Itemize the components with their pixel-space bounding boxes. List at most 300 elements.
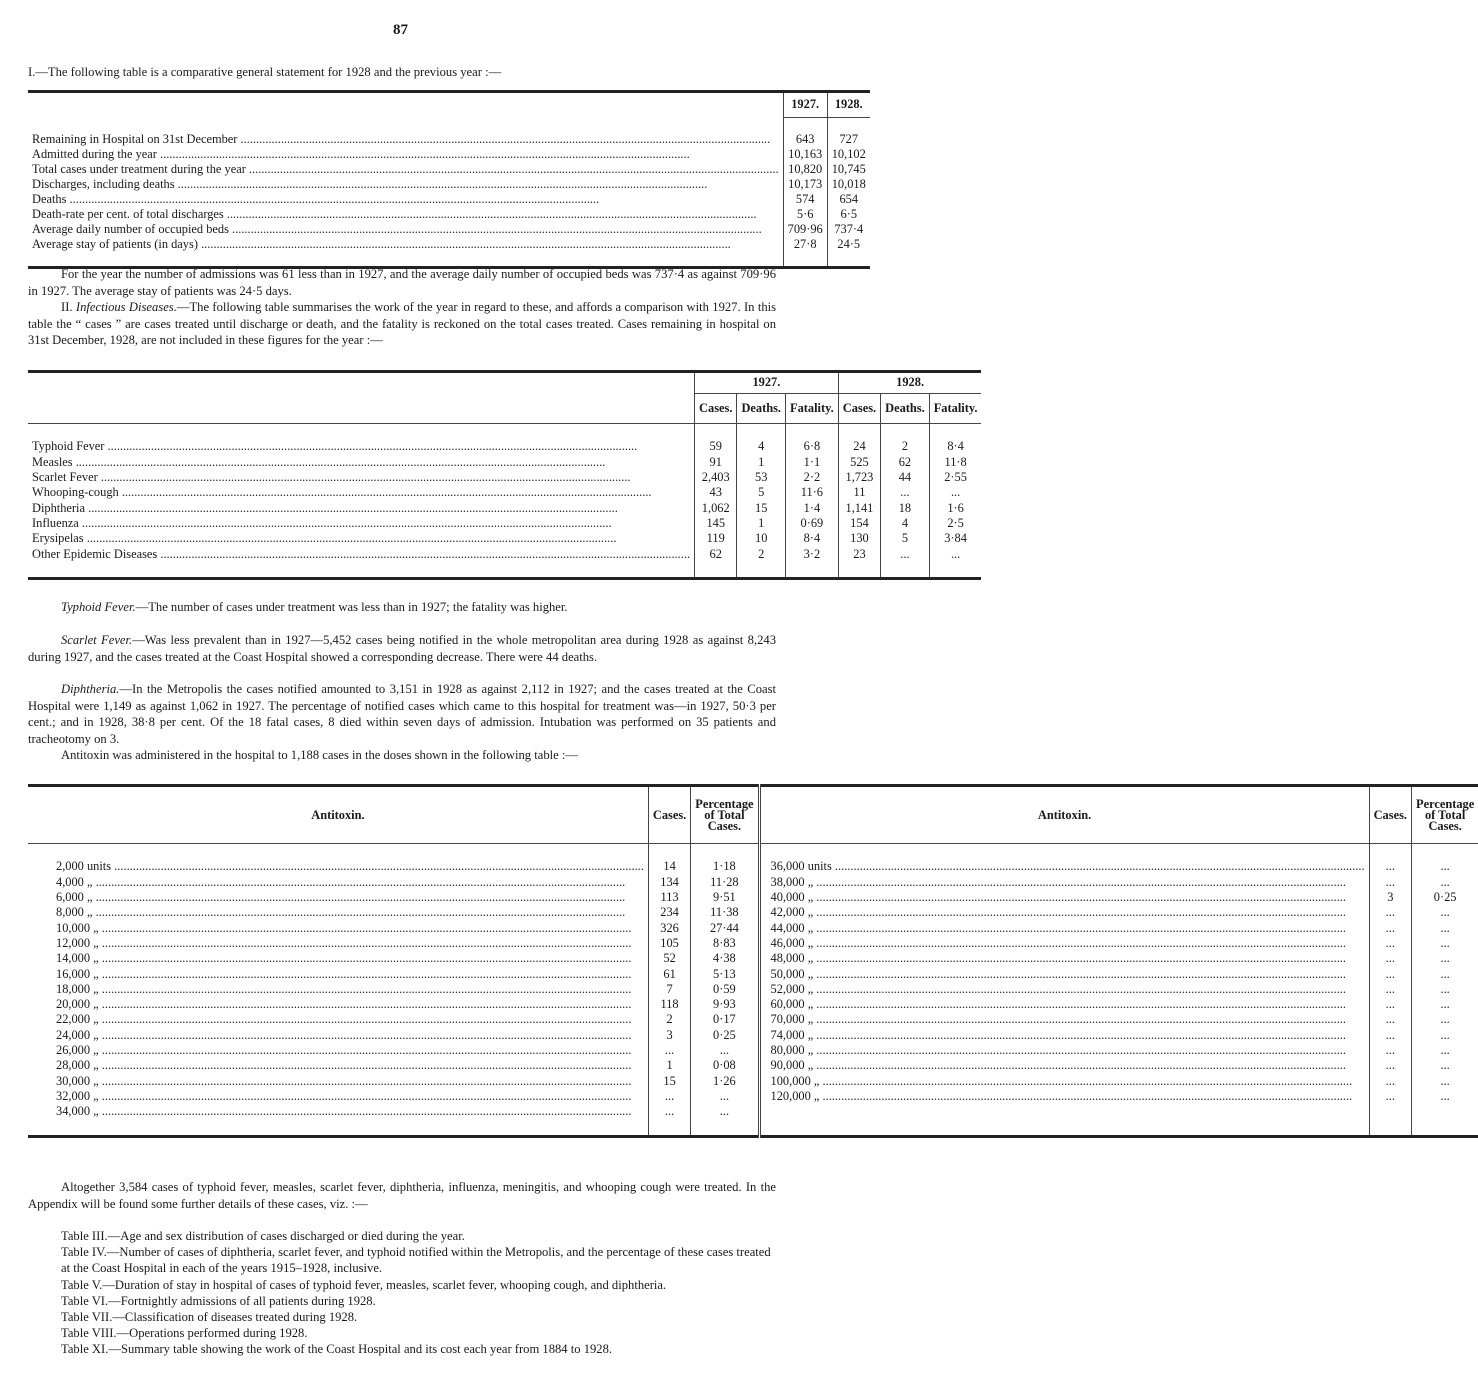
appendix-item: Table VI.—Fortnightly admissions of all patients during 1928. (61, 1293, 376, 1308)
diphtheria-paragraph (28, 681, 776, 747)
fatality-1927: 8·4 (786, 531, 839, 546)
dose-right-text: 70,000 „ ..... (771, 1012, 1346, 1026)
fatality-1928: ... (929, 546, 981, 561)
dose-left (28, 905, 648, 920)
dose-left-text: 30,000 „ ..... (56, 1074, 631, 1088)
dose-left-text: 18,000 „ ..... (56, 982, 631, 996)
pct-right: ... (1412, 936, 1478, 951)
infectious-text: —The following table summarises the work of the year in regard to these, and affords a comparison with 1927. In this table the “ cases ” are cases treated until discharge or death, and the fatality is reckoned on the total cases treated. Cases remaining in hospital on 31st December, 1928, are not included in these figures for the year :— (28, 300, 777, 347)
altogether-paragraph: Altogether 3,584 cases of typhoid fever, measles, scarlet fever, diphtheria, influenza, meningitis, and whooping cough were treated. In the Appendix will be found some further details of these cases, viz. :— (28, 1180, 776, 1211)
value-1928: 10,745 (827, 162, 870, 177)
cases-left: ... (648, 1089, 690, 1104)
row-label-text: Discharges, including deaths ..... (32, 177, 707, 191)
deaths-1927: 10 (737, 531, 786, 546)
deaths-1927: 1 (737, 516, 786, 531)
pct-left: 0·08 (691, 1058, 759, 1073)
deaths-1927: 4 (737, 439, 786, 454)
general-table-row (28, 222, 870, 237)
dose-right (759, 982, 1369, 997)
antitoxin-header-pct-right: Percentage of Total Cases. (1412, 786, 1478, 844)
deaths-1927: 1 (737, 455, 786, 470)
pct-right: ... (1412, 1089, 1478, 1104)
row-label (28, 222, 783, 237)
dose-left (28, 875, 648, 890)
dose-right-text: 90,000 „ ..... (771, 1058, 1346, 1072)
dose-left-text: 14,000 „ ..... (56, 951, 631, 965)
dose-left (28, 1104, 648, 1119)
cases-right: ... (1369, 905, 1411, 920)
pct-right: ... (1412, 1058, 1478, 1073)
antitoxin-header-cases-right: Cases. (1369, 786, 1411, 844)
dose-left (28, 1058, 648, 1073)
pct-left: 0·59 (691, 982, 759, 997)
antitoxin-table-row (28, 997, 1478, 1012)
infectious-title: Infectious Diseases. (75, 300, 177, 314)
cases-left: 7 (648, 982, 690, 997)
dose-left-text: 24,000 „ ..... (56, 1028, 631, 1042)
fatality-1927: 0·69 (786, 516, 839, 531)
dose-right (759, 936, 1369, 951)
row-label (28, 132, 783, 147)
row-label (28, 177, 783, 192)
cases-1927: 59 (695, 439, 737, 454)
row-label-text: Admitted during the year ..... (32, 147, 690, 161)
fatality-1928: 1·6 (929, 500, 981, 515)
general-table-row (28, 192, 870, 207)
deaths-1928: ... (881, 485, 930, 500)
dose-left-text: 34,000 „ ..... (56, 1104, 631, 1118)
pct-right: ... (1412, 905, 1478, 920)
dose-left (28, 1012, 648, 1027)
antitoxin-header-dose-left: Antitoxin. (311, 807, 365, 822)
antitoxin-table-body (28, 859, 1478, 1119)
dose-left (28, 859, 648, 874)
antitoxin-table-row (28, 1073, 1478, 1088)
scarlet-paragraph (28, 632, 776, 665)
pct-left: 0·25 (691, 1028, 759, 1043)
cases-left: 1 (648, 1058, 690, 1073)
cases-1927: 2,403 (695, 470, 737, 485)
disease-label (28, 485, 695, 500)
dose-left-text: 28,000 „ ..... (56, 1058, 631, 1072)
deaths-1927: 2 (737, 546, 786, 561)
pct-right: ... (1412, 875, 1478, 890)
disease-header-1927: 1927. (695, 372, 839, 394)
dose-right (759, 1073, 1369, 1088)
dose-left (28, 1073, 648, 1088)
disease-label-text: Whooping-cough ..... (32, 485, 652, 499)
appendix-item: Table XI.—Summary table showing the work of the Coast Hospital and its cost each year from 1884 to 1928. (61, 1342, 613, 1357)
dose-left-text: 16,000 „ ..... (56, 967, 631, 981)
disease-table-row (28, 500, 981, 515)
cases-right: ... (1369, 936, 1411, 951)
fatality-1928: 8·4 (929, 439, 981, 454)
cases-left: 52 (648, 951, 690, 966)
dose-left (28, 890, 648, 905)
dose-left (28, 936, 648, 951)
subheader-deaths-1927: Deaths. (737, 393, 786, 424)
pct-right: ... (1412, 966, 1478, 981)
cases-right: ... (1369, 1043, 1411, 1058)
dose-right-text: 50,000 „ ..... (771, 967, 1346, 981)
antitoxin-table-row (28, 890, 1478, 905)
dose-right-text: 60,000 „ ..... (771, 997, 1346, 1011)
dose-right (759, 1012, 1369, 1027)
dose-left-text: 4,000 „ ..... (56, 875, 625, 889)
fatality-1927: 1·4 (786, 500, 839, 515)
disease-label (28, 470, 695, 485)
fatality-1928: 2·55 (929, 470, 981, 485)
general-table-row (28, 147, 870, 162)
general-statement-table (28, 90, 870, 269)
disease-label-text: Influenza ..... (32, 516, 612, 530)
fatality-1928: 11·8 (929, 455, 981, 470)
deaths-1928: 2 (881, 439, 930, 454)
dose-right (759, 997, 1369, 1012)
cases-1928: 130 (838, 531, 880, 546)
infectious-prefix: II. (61, 300, 76, 314)
general-table-body (28, 132, 870, 252)
deaths-1927: 5 (737, 485, 786, 500)
antitoxin-table-row (28, 875, 1478, 890)
cases-left: 61 (648, 966, 690, 981)
disease-label-text: Typhoid Fever ..... (32, 439, 637, 453)
cases-right: ... (1369, 920, 1411, 935)
dose-left (28, 920, 648, 935)
dose-left (28, 982, 648, 997)
cases-1928: 525 (838, 455, 880, 470)
fatality-1927: 2·2 (786, 470, 839, 485)
dose-right-text: 120,000 „ ..... (771, 1089, 1353, 1103)
disease-label (28, 455, 695, 470)
pct-left: ... (691, 1043, 759, 1058)
row-label (28, 147, 783, 162)
pct-left: 8·83 (691, 936, 759, 951)
fatality-1928: ... (929, 485, 981, 500)
cases-right: 3 (1369, 890, 1411, 905)
pct-left: 5·13 (691, 966, 759, 981)
dose-right (759, 920, 1369, 935)
pct-left: 27·44 (691, 920, 759, 935)
dose-left (28, 1043, 648, 1058)
cases-left: ... (648, 1104, 690, 1119)
dose-left (28, 1028, 648, 1043)
cases-left: 234 (648, 905, 690, 920)
pct-right: ... (1412, 982, 1478, 997)
diphtheria-title: Diphtheria. (61, 682, 120, 696)
dose-right-text: 36,000 units ..... (771, 859, 1365, 873)
dose-left-text: 22,000 „ ..... (56, 1012, 631, 1026)
pct-right: 0·25 (1412, 890, 1478, 905)
disease-label-text: Measles ..... (32, 455, 605, 469)
value-1928: 10,102 (827, 147, 870, 162)
cases-right: ... (1369, 982, 1411, 997)
deaths-1928: 5 (881, 531, 930, 546)
dose-right-text: 80,000 „ ..... (771, 1043, 1346, 1057)
antitoxin-table-row (28, 1028, 1478, 1043)
dose-right-text: 100,000 „ ..... (771, 1074, 1353, 1088)
cases-left: 2 (648, 1012, 690, 1027)
cases-1928: 1,141 (838, 500, 880, 515)
antitoxin-table-row (28, 1058, 1478, 1073)
cases-1928: 154 (838, 516, 880, 531)
dose-left (28, 966, 648, 981)
disease-table-row (28, 546, 981, 561)
pct-left: 1·18 (691, 859, 759, 874)
disease-table-row (28, 439, 981, 454)
cases-1927: 43 (695, 485, 737, 500)
dose-left-text: 32,000 „ ..... (56, 1089, 631, 1103)
dose-right (759, 859, 1369, 874)
pct-left: 0·17 (691, 1012, 759, 1027)
cases-1928: 11 (838, 485, 880, 500)
deaths-1928: 4 (881, 516, 930, 531)
cases-right: ... (1369, 951, 1411, 966)
subheader-cases-1928: Cases. (838, 393, 880, 424)
pct-right: ... (1412, 920, 1478, 935)
scarlet-title: Scarlet Fever. (61, 633, 133, 647)
antitoxin-table-row (28, 936, 1478, 951)
fatality-1927: 1·1 (786, 455, 839, 470)
pct-right: ... (1412, 997, 1478, 1012)
deaths-1928: 44 (881, 470, 930, 485)
dose-left-text: 2,000 units ..... (56, 859, 644, 873)
disease-label (28, 500, 695, 515)
fatality-1928: 3·84 (929, 531, 981, 546)
deaths-1928: 62 (881, 455, 930, 470)
antitoxin-table-row (28, 1104, 1478, 1119)
disease-label-text: Erysipelas ..... (32, 531, 616, 545)
dose-right-text: 42,000 „ ..... (771, 905, 1346, 919)
deaths-1928: 18 (881, 500, 930, 515)
cases-1927: 1,062 (695, 500, 737, 515)
pct-right: ... (1412, 1043, 1478, 1058)
general-table-row (28, 207, 870, 222)
dose-right-text: 44,000 „ ..... (771, 921, 1346, 935)
appendix-item: Table V.—Duration of stay in hospital of cases of typhoid fever, measles, scarlet fever, whooping cough, and diphtheria. (61, 1277, 667, 1292)
subheader-fatality-1927: Fatality. (786, 393, 839, 424)
fatality-1927: 3·2 (786, 546, 839, 561)
dose-right (759, 1104, 1369, 1119)
disease-label-text: Diphtheria ..... (32, 501, 618, 515)
row-label (28, 207, 783, 222)
cases-right: ... (1369, 966, 1411, 981)
disease-header-1928: 1928. (838, 372, 981, 394)
pct-right: ... (1412, 1012, 1478, 1027)
pct-right (1412, 1104, 1478, 1119)
dose-right (759, 966, 1369, 981)
value-1927: 643 (783, 132, 827, 147)
value-1927: 709·96 (783, 222, 827, 237)
antitoxin-table-row (28, 905, 1478, 920)
cases-1928: 24 (838, 439, 880, 454)
dose-right (759, 1028, 1369, 1043)
cases-right: ... (1369, 1028, 1411, 1043)
dose-left-text: 26,000 „ ..... (56, 1043, 631, 1057)
disease-table-row (28, 516, 981, 531)
antitoxin-table (28, 784, 1478, 1138)
cases-left: 105 (648, 936, 690, 951)
appendix-item: Table VII.—Classification of diseases treated during 1928. (61, 1310, 358, 1325)
intro-paragraph: I.—The following table is a comparative general statement for 1928 and the previous year :— (28, 65, 502, 79)
general-header-1927: 1927. (783, 92, 827, 118)
disease-table-row (28, 455, 981, 470)
dose-right (759, 905, 1369, 920)
antitoxin-header-cases-left: Cases. (648, 786, 690, 844)
row-label-text: Average daily number of occupied beds ..... (32, 222, 762, 236)
dose-left-text: 12,000 „ ..... (56, 936, 631, 950)
appendix-list (28, 1228, 776, 1358)
cases-1927: 145 (695, 516, 737, 531)
dose-right-text: 38,000 „ ..... (771, 875, 1346, 889)
disease-label (28, 531, 695, 546)
subheader-deaths-1928: Deaths. (881, 393, 930, 424)
appendix-item: Table IV.—Number of cases of diphtheria, scarlet fever, and typhoid notified within the Metropolis, and the percentage of these cases treated at the Coast Hospital in each of the years 1915–1928, inclusive. (61, 1245, 771, 1276)
value-1927: 574 (783, 192, 827, 207)
typhoid-title: Typhoid Fever. (61, 600, 136, 614)
cases-left: 3 (648, 1028, 690, 1043)
cases-right: ... (1369, 997, 1411, 1012)
dose-right (759, 890, 1369, 905)
disease-label (28, 439, 695, 454)
cases-left: 118 (648, 997, 690, 1012)
cases-1927: 91 (695, 455, 737, 470)
row-label (28, 162, 783, 177)
fatality-1927: 11·6 (786, 485, 839, 500)
disease-label (28, 546, 695, 561)
row-label-text: Deaths ..... (32, 192, 599, 206)
pct-right: ... (1412, 1028, 1478, 1043)
antitoxin-table-row (28, 1089, 1478, 1104)
dose-right-text: 48,000 „ ..... (771, 951, 1346, 965)
dose-left-text: 10,000 „ ..... (56, 921, 631, 935)
pct-left: 9·51 (691, 890, 759, 905)
row-label-text: Remaining in Hospital on 31st December ..... (32, 132, 770, 146)
dose-left-text: 6,000 „ ..... (56, 890, 625, 904)
disease-comparison-table (28, 370, 981, 580)
disease-table-row (28, 470, 981, 485)
row-label-text: Total cases under treatment during the year ..... (32, 162, 779, 176)
subheader-cases-1927: Cases. (695, 393, 737, 424)
typhoid-paragraph (28, 599, 776, 616)
admissions-paragraph: For the year the number of admissions was 61 less than in 1927, and the average daily number of occupied beds was 737·4 as against 709·96 in 1927. The average stay of patients was 24·5 days. (28, 267, 776, 298)
pct-right: ... (1412, 951, 1478, 966)
scarlet-text: —Was less prevalent than in 1927—5,452 cases being notified in the whole metropolitan area during 1928 as against 8,243 during 1927, and the cases treated at the Coast Hospital showed a corresponding decrease. There were 44 deaths. (28, 633, 776, 664)
dose-right-text: 74,000 „ ..... (771, 1028, 1346, 1042)
dose-right-text: 52,000 „ ..... (771, 982, 1346, 996)
value-1928: 654 (827, 192, 870, 207)
value-1927: 10,163 (783, 147, 827, 162)
deaths-1927: 15 (737, 500, 786, 515)
disease-label (28, 516, 695, 531)
cases-1927: 62 (695, 546, 737, 561)
value-1927: 10,820 (783, 162, 827, 177)
pct-left: 11·38 (691, 905, 759, 920)
appendix-item: Table VIII.—Operations performed during 1928. (61, 1326, 308, 1341)
cases-left: 14 (648, 859, 690, 874)
cases-1928: 23 (838, 546, 880, 561)
cases-left: ... (648, 1043, 690, 1058)
pct-left: 9·93 (691, 997, 759, 1012)
pct-left: 4·38 (691, 951, 759, 966)
antitoxin-table-row (28, 1043, 1478, 1058)
disease-table-body (28, 439, 981, 561)
general-header-1928: 1928. (827, 92, 870, 118)
value-1928: 727 (827, 132, 870, 147)
value-1928: 6·5 (827, 207, 870, 222)
antitoxin-header-dose-right: Antitoxin. (759, 786, 1369, 844)
value-1927: 10,173 (783, 177, 827, 192)
cases-right: ... (1369, 1073, 1411, 1088)
pct-left: ... (691, 1104, 759, 1119)
pct-right: ... (1412, 1073, 1478, 1088)
cases-right: ... (1369, 875, 1411, 890)
cases-right: ... (1369, 1058, 1411, 1073)
appendix-item: Table III.—Age and sex distribution of cases discharged or died during the year. (61, 1229, 465, 1243)
dose-left-text: 8,000 „ ..... (56, 905, 625, 919)
value-1928: 24·5 (827, 237, 870, 252)
dose-right (759, 1058, 1369, 1073)
value-1927: 5·6 (783, 207, 827, 222)
general-table-row (28, 132, 870, 147)
page-number: 87 (393, 22, 408, 38)
value-1928: 10,018 (827, 177, 870, 192)
deaths-1927: 53 (737, 470, 786, 485)
antitoxin-table-row (28, 920, 1478, 935)
typhoid-text: —The number of cases under treatment was less than in 1927; the fatality was higher. (135, 600, 568, 614)
dose-left (28, 951, 648, 966)
disease-label-text: Other Epidemic Diseases ..... (32, 547, 690, 561)
pct-left: ... (691, 1089, 759, 1104)
value-1928: 737·4 (827, 222, 870, 237)
dose-right (759, 1043, 1369, 1058)
antitoxin-paragraph: Antitoxin was administered in the hospital to 1,188 cases in the doses shown in the following table :— (61, 748, 578, 762)
cases-left: 15 (648, 1073, 690, 1088)
antitoxin-header-pct-left: Percentage of Total Cases. (691, 786, 759, 844)
antitoxin-table-row (28, 951, 1478, 966)
dose-left-text: 20,000 „ ..... (56, 997, 631, 1011)
cases-left: 113 (648, 890, 690, 905)
antitoxin-table-row (28, 966, 1478, 981)
row-label (28, 192, 783, 207)
dose-right-text: 46,000 „ ..... (771, 936, 1346, 950)
value-1927: 27·8 (783, 237, 827, 252)
subheader-fatality-1928: Fatality. (929, 393, 981, 424)
disease-table-row (28, 485, 981, 500)
diphtheria-text: —In the Metropolis the cases notified amounted to 3,151 in 1928 as against 2,112 in 1927; and the cases treated at the Coast Hospital were 1,149 as against 1,062 in 1927. The percentage of notified cases which came to this hospital for treatment was—in 1927, 50·3 per cent.; and in 1928, 38·8 per cent. Of the 18 fatal cases, 8 died within seven days of admission. Intubation was performed on 35 patients and tracheotomy on 3. (28, 682, 776, 746)
cases-1927: 119 (695, 531, 737, 546)
cases-right: ... (1369, 1089, 1411, 1104)
dose-right (759, 951, 1369, 966)
row-label-text: Death-rate per cent. of total discharges ..... (32, 207, 757, 221)
disease-table-row (28, 531, 981, 546)
fatality-1928: 2·5 (929, 516, 981, 531)
dose-right (759, 1089, 1369, 1104)
cases-left: 326 (648, 920, 690, 935)
cases-left: 134 (648, 875, 690, 890)
cases-right: ... (1369, 859, 1411, 874)
row-label (28, 237, 783, 252)
dose-left (28, 997, 648, 1012)
general-table-row (28, 237, 870, 252)
disease-label-text: Scarlet Fever ..... (32, 470, 631, 484)
general-table-row (28, 177, 870, 192)
cases-1928: 1,723 (838, 470, 880, 485)
dose-left (28, 1089, 648, 1104)
pct-right: ... (1412, 859, 1478, 874)
pct-left: 1·26 (691, 1073, 759, 1088)
dose-right-text: 40,000 „ ..... (771, 890, 1346, 904)
